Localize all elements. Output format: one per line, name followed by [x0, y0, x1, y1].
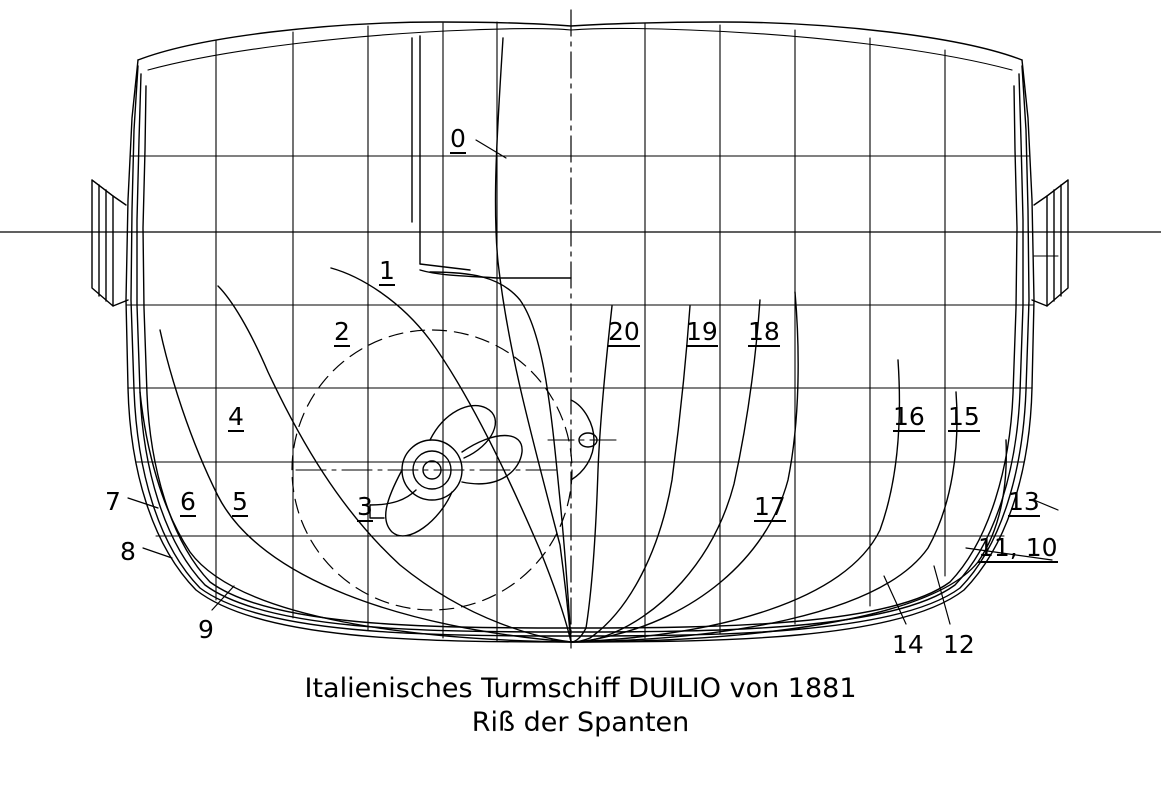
station-curves-left [140, 38, 571, 642]
station-label-13: 13 [1008, 487, 1040, 516]
station-label-17: 17 [754, 492, 786, 521]
station-label-11-10: 11, 10 [978, 533, 1058, 562]
station-label-0: 0 [450, 124, 466, 153]
deck-structure-detail [412, 36, 571, 278]
station-label-16: 16 [893, 402, 925, 431]
station-label-9: 9 [198, 615, 214, 644]
station-label-2: 2 [334, 317, 350, 346]
bulwark-detail-right [1032, 180, 1068, 306]
station-label-5: 5 [232, 487, 248, 516]
station-label-1: 1 [379, 256, 395, 285]
deck-sheer-lines [148, 29, 1012, 71]
propeller-circle-detail [292, 330, 572, 610]
station-label-18: 18 [748, 317, 780, 346]
station-label-6: 6 [180, 487, 196, 516]
waterline-grid [126, 156, 1034, 536]
caption-title: Italienisches Turmschiff DUILIO von 1881 [304, 673, 857, 704]
station-label-8: 8 [120, 537, 136, 566]
station-label-15: 15 [948, 402, 980, 431]
station-label-4: 4 [228, 402, 244, 431]
station-label-7: 7 [105, 487, 121, 516]
station-label-19: 19 [686, 317, 718, 346]
caption-subtitle: Riß der Spanten [471, 707, 690, 738]
bulwark-detail-left [92, 180, 128, 306]
station-label-14: 14 [892, 630, 924, 659]
hull-outline-right [571, 22, 1034, 642]
station-label-12: 12 [943, 630, 975, 659]
buttock-grid [216, 22, 945, 641]
station-label-3: 3 [357, 492, 373, 521]
station-label-20: 20 [608, 317, 640, 346]
